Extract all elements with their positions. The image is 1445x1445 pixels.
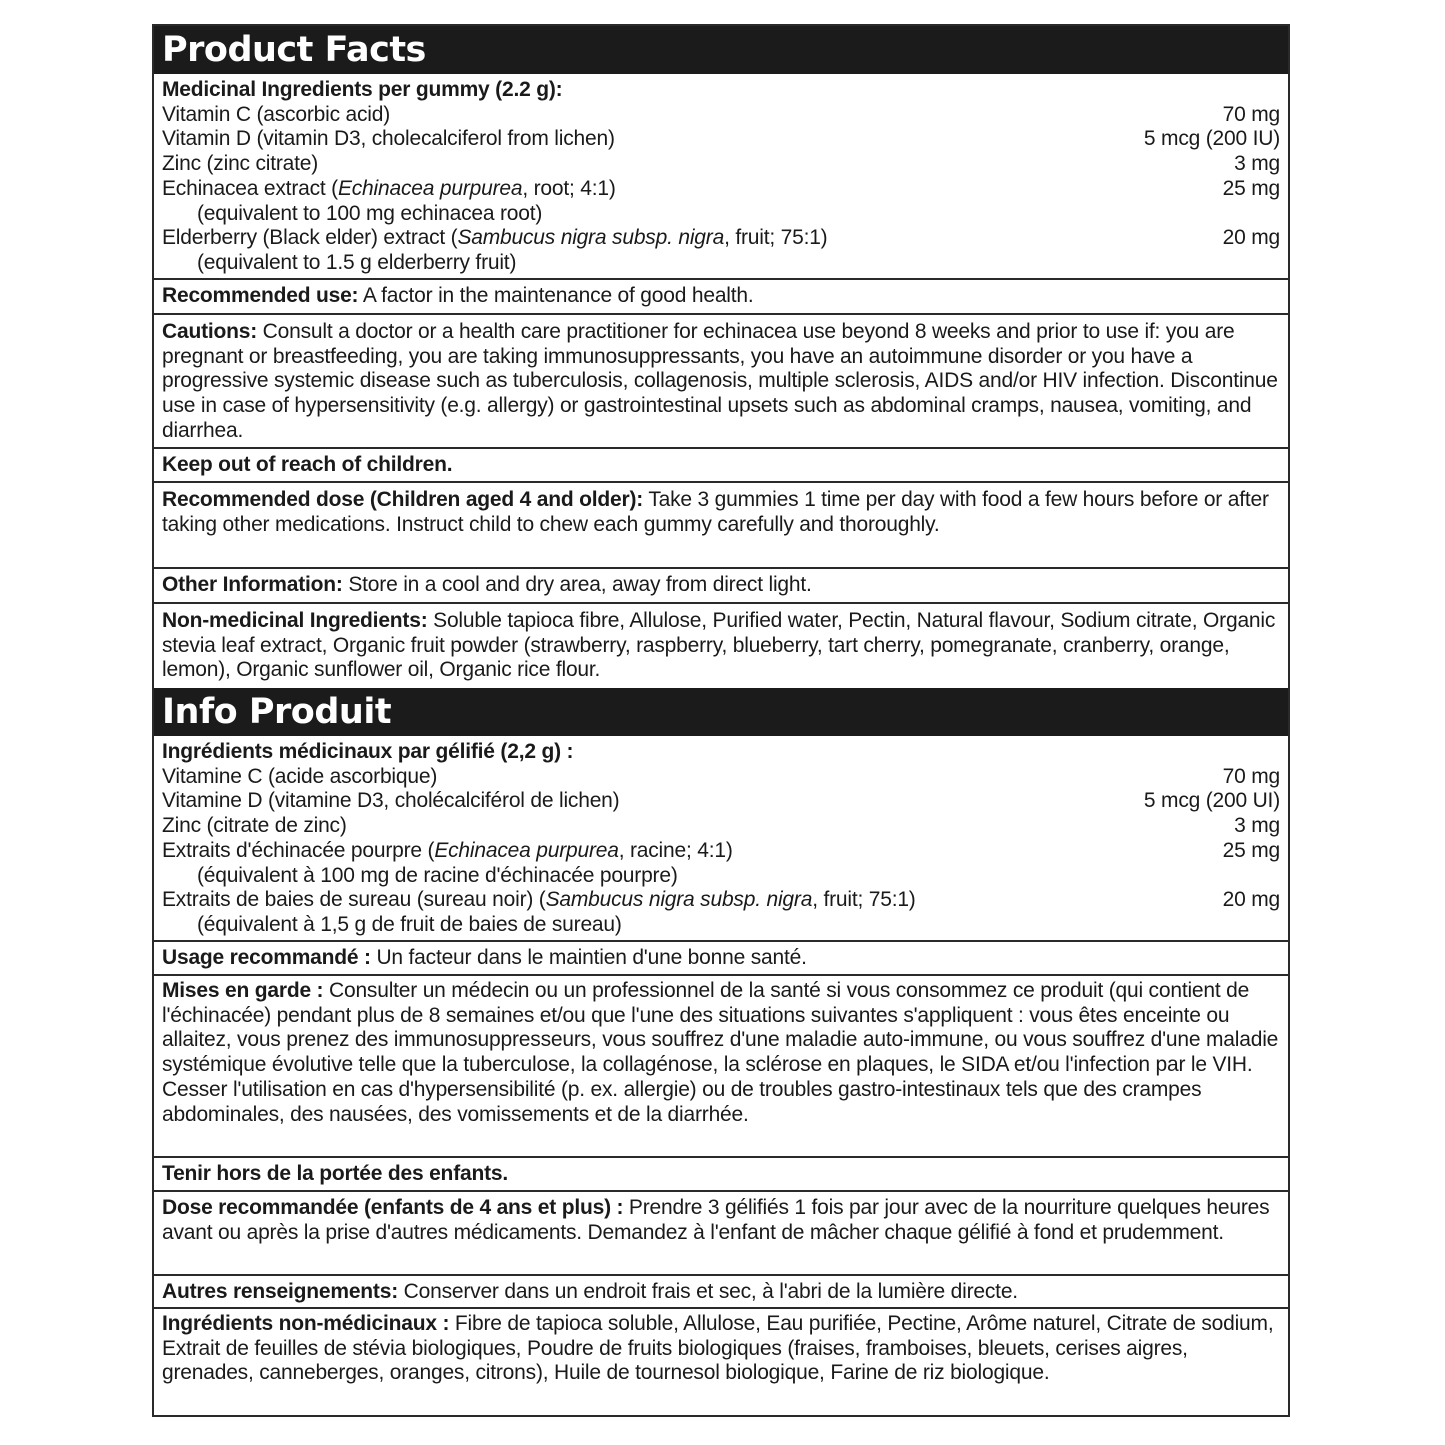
ingredient-row: Extraits d'échinacée pourpre (Echinacea purpurea, racine; 4:1) 25 mg [162, 838, 1280, 862]
ingredient-equivalent: (equivalent to 100 mg echinacea root) [197, 201, 543, 225]
ingredient-row: Vitamine D (vitamine D3, cholécalciférol de lichen) 5 mcg (200 UI) [162, 789, 1280, 813]
recommended-dose-section: Recommended dose (Children aged 4 and older): Take 3 gummies 1 time per day with food a few hours before or after taking other medications. Instruct child to chew each gummy carefully and thoroughly. [154, 483, 1288, 569]
ingredient-equivalent: (équivalent à 100 mg de racine d'échinacée pourpre) [197, 863, 678, 887]
ingredient-row: Vitamin D (vitamin D3, cholecalciferol from lichen) 5 mcg (200 IU) [162, 127, 1280, 151]
usage-recommande-section: Usage recommandé : Un facteur dans le maintien d'une bonne santé. [154, 942, 1288, 976]
product-facts-label [152, 24, 1290, 1417]
ingredients-medicinaux-heading: Ingrédients médicinaux par gélifié (2,2 g) : [162, 740, 574, 763]
ingredient-row: Zinc (zinc citrate) 3 mg [162, 152, 1280, 176]
autres-renseignements-section: Autres renseignements: Conserver dans un endroit frais et sec, à l'abri de la lumière directe. [154, 1276, 1288, 1309]
ingredient-equivalent: (equivalent to 1.5 g elderberry fruit) [197, 250, 517, 274]
mises-en-garde-section: Mises en garde : Consulter un médecin ou un professionnel de la santé si vous consommez ce produit (qui contient de l'échinacée) pendant plus de 8 semaines et/ou que l'une des situations suivantes s'appliquent : vous êtes enceinte ou allaitez, vous prenez des immunosuppresseurs, vous souffrez d'une maladie auto-immune, ou vous souffrez d'une maladie systémique évolutive telle que la tuberculose, la collagénose, la sclérose en plaques, le SIDA et/ou l'infection par le VIH. Cesser l'utilisation en cas d'hypersensibilité (p. ex. allergie) ou de troubles gastro-intestinaux tels que des crampes abdominales, des nausées, des vomissements et de la diarrhée. [154, 976, 1288, 1158]
keep-out-section: Keep out of reach of children. [154, 449, 1288, 483]
non-medicinal-section: Non-medicinal Ingredients: Soluble tapioca fibre, Allulose, Purified water, Pectin, Natural flavour, Sodium citrate, Organic stevia leaf extract, Organic fruit powder (strawberry, raspberry, blueberry, tart cherry, pomegranate, cranberry, orange, lemon), Organic sunflower oil, Organic rice flour. [162, 609, 1276, 682]
ingredient-row: Extraits de baies de sureau (sureau noir) (Sambucus nigra subsp. nigra, fruit; 75:1) 20 mg [162, 888, 1280, 912]
ingredient-row: Echinacea extract (Echinacea purpurea, root; 4:1) 25 mg [162, 176, 1280, 200]
ingredient-row: Elderberry (Black elder) extract (Sambucus nigra subsp. nigra, fruit; 75:1) 20 mg [162, 226, 1280, 250]
other-information-section: Other Information: Store in a cool and dry area, away from direct light. [154, 569, 1288, 604]
product-facts-header: Product Facts [154, 26, 1288, 74]
ingredient-row: Zinc (citrate de zinc) 3 mg [162, 814, 1280, 838]
tenir-hors-section: Tenir hors de la portée des enfants. [154, 1158, 1288, 1192]
recommended-use-section: Recommended use: A factor in the maintenance of good health. [154, 280, 1288, 315]
ingredients-non-medicinaux-section: Ingrédients non-médicinaux : Fibre de tapioca soluble, Allulose, Eau purifiée, Pectine, Arôme naturel, Citrate de sodium, Extrait de feuilles de stévia biologiques, Poudre de fruits biologiques (fraises, framboises, bleuets, cerises aigres, grenades, canneberges, oranges, citrons), Huile de tournesol biologique, Farine de riz biologique. [162, 1312, 1274, 1385]
cautions-section: Cautions: Consult a doctor or a health care practitioner for echinacea use beyond 8 weeks and prior to use if: you are pregnant or breastfeeding, you are taking immunosuppressants, you have an autoimmune disorder or you have a progressive systemic disease such as tuberculosis, collagenosis, multiple sclerosis, AIDS and/or HIV infection. Discontinue use in case of hypersensitivity (e.g. allergy) or gastrointestinal upsets such as abdominal cramps, nausea, vomiting, and diarrhea. [154, 315, 1288, 449]
ingredient-row: Vitamin C (ascorbic acid) 70 mg [162, 102, 1280, 126]
ingredients-medicinaux-section [154, 736, 1288, 942]
medicinal-ingredients-section [154, 74, 1288, 280]
medicinal-ingredients-heading: Medicinal Ingredients per gummy (2.2 g): [162, 78, 563, 101]
ingredient-row: Vitamine C (acide ascorbique) 70 mg [162, 764, 1280, 788]
dose-recommandee-section: Dose recommandée (enfants de 4 ans et plus) : Prendre 3 gélifiés 1 fois par jour avec de la nourriture quelques heures avant ou après la prise d'autres médicaments. Demandez à l'enfant de mâcher chaque gélifié à fond et prudemment. [154, 1192, 1288, 1276]
info-produit-header: Info Produit [154, 688, 1288, 736]
ingredient-equivalent: (équivalent à 1,5 g de fruit de baies de sureau) [197, 912, 622, 936]
